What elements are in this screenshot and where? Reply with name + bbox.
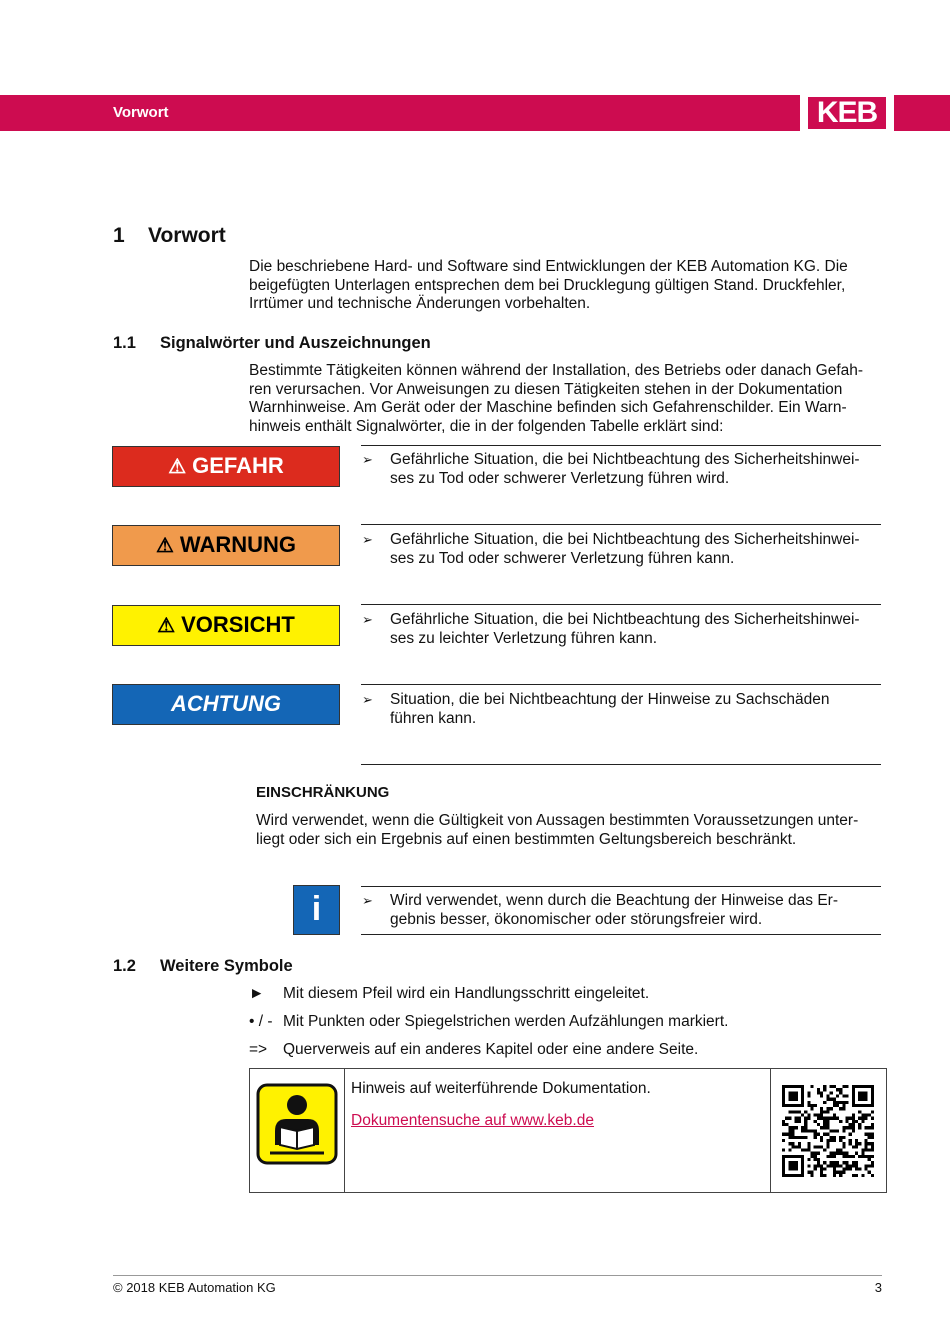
signal-gefahr xyxy=(112,446,340,487)
documentation-hint: Hinweis auf weiterführende Dokumentation. xyxy=(351,1080,651,1097)
header-title: Vorwort xyxy=(113,104,169,121)
play-arrow-icon: ► xyxy=(249,985,265,1002)
qr-code-cell xyxy=(770,1069,886,1192)
restriction-line: Wird verwendet, wenn die Gültigkeit von Aussagen bestimmten Voraussetzungen unter- xyxy=(256,812,859,829)
bullet-dash-icon: • / - xyxy=(249,1013,273,1030)
divider xyxy=(361,934,881,935)
divider xyxy=(361,886,881,887)
signal-warnung xyxy=(112,525,340,566)
page-number: 3 xyxy=(874,1280,882,1295)
section-heading-1-2 xyxy=(113,956,293,976)
divider xyxy=(361,684,881,685)
section-title: Weitere Symbole xyxy=(160,957,293,975)
restriction-text xyxy=(256,812,882,849)
arrow-bullet-icon: ➢ xyxy=(362,692,373,707)
signal-vorsicht xyxy=(112,605,340,646)
intro-line: Die beschriebene Hard- und Software sind Entwicklungen der KEB Automation KG. Die xyxy=(249,258,848,275)
qr-code-icon xyxy=(782,1085,874,1177)
signal-intro-paragraph xyxy=(249,362,881,436)
signal-label: WARNUNG xyxy=(179,532,297,557)
signal-description xyxy=(362,691,882,728)
chapter-title: Vorwort xyxy=(148,224,226,247)
divider xyxy=(361,445,881,446)
warning-triangle-icon: ⚠ xyxy=(157,615,176,637)
arrow-bullet-icon: ➢ xyxy=(362,612,373,627)
description-line: Wird verwendet, wenn durch die Beachtung der Hinweise das Er- xyxy=(390,892,839,909)
keb-logo-text: KEB xyxy=(808,97,886,129)
symbol-description: Mit Punkten oder Spiegelstrichen werden Aufzählungen markiert. xyxy=(283,1013,729,1030)
chapter-number: 1 xyxy=(113,224,125,247)
symbol-description: Querverweis auf ein anderes Kapitel oder eine andere Seite. xyxy=(283,1041,699,1058)
footer-divider xyxy=(113,1275,882,1276)
reading-person-icon xyxy=(256,1083,338,1165)
signal-achtung xyxy=(112,684,340,725)
description-line: Gefährliche Situation, die bei Nichtbeachtung des Sicherheitshinwei- xyxy=(390,531,860,548)
description-line: ses zu Tod oder schwerer Verletzung führen wird. xyxy=(390,469,730,487)
paragraph-line: Bestimmte Tätigkeiten können während der Installation, des Betriebs oder danach Gefah- xyxy=(249,362,864,379)
description-line: gebnis besser, ökonomischer oder störungsfreier wird. xyxy=(390,910,763,928)
restriction-line: liegt oder sich ein Ergebnis auf einen bestimmten Geltungsbereich beschränkt. xyxy=(256,830,797,848)
description-line: ses zu Tod oder schwerer Verletzung führen kann. xyxy=(390,549,735,567)
paragraph-line: ren verursachen. Vor Anweisungen zu diesen Tätigkeiten stehen in der Dokumentation xyxy=(249,380,843,398)
signal-label: VORSICHT xyxy=(181,612,295,637)
documentation-table xyxy=(249,1068,887,1193)
description-line: Gefährliche Situation, die bei Nichtbeachtung des Sicherheitshinwei- xyxy=(390,611,860,628)
symbol-description: Mit diesem Pfeil wird ein Handlungsschritt eingeleitet. xyxy=(283,985,650,1002)
signal-description xyxy=(362,451,882,488)
divider xyxy=(361,764,881,765)
intro-paragraph xyxy=(249,258,881,314)
section-title: Signalwörter und Auszeichnungen xyxy=(160,334,431,352)
section-heading-1-1 xyxy=(113,333,431,353)
warning-triangle-icon: ⚠ xyxy=(168,456,187,478)
section-number: 1.1 xyxy=(113,334,136,352)
info-icon: i xyxy=(293,885,340,935)
footer-copyright: © 2018 KEB Automation KG xyxy=(113,1280,276,1295)
intro-line: Irrtümer und technische Änderungen vorbehalten. xyxy=(249,295,591,312)
cross-reference-arrow-icon: => xyxy=(249,1041,268,1058)
arrow-bullet-icon: ➢ xyxy=(362,452,373,467)
info-description xyxy=(362,892,862,929)
documentation-search-link[interactable]: Dokumentensuche auf www.keb.de xyxy=(351,1112,594,1129)
description-line: ses zu leichter Verletzung führen kann. xyxy=(390,629,658,647)
section-number: 1.2 xyxy=(113,957,136,975)
paragraph-line: hinweis enthält Signalwörter, die in der folgenden Tabelle erklärt sind: xyxy=(249,417,724,435)
signal-description xyxy=(362,531,882,568)
documentation-icon-cell xyxy=(250,1069,345,1192)
divider xyxy=(361,524,881,525)
chapter-heading xyxy=(113,223,226,249)
intro-line: beigefügten Unterlagen entsprechen dem bei Drucklegung gültigen Stand. Druckfehler, xyxy=(249,276,846,294)
divider xyxy=(361,604,881,605)
signal-label: GEFAHR xyxy=(192,453,284,478)
signal-label: ACHTUNG xyxy=(171,691,281,716)
arrow-bullet-icon: ➢ xyxy=(362,893,373,908)
description-line: Situation, die bei Nichtbeachtung der Hinweise zu Sachschäden xyxy=(390,691,830,708)
signal-description xyxy=(362,611,882,648)
paragraph-line: Warnhinweise. Am Gerät oder der Maschine befinden sich Gefahrenschilder. Ein Warn- xyxy=(249,399,847,416)
arrow-bullet-icon: ➢ xyxy=(362,532,373,547)
warning-triangle-icon: ⚠ xyxy=(155,535,174,557)
description-line: Gefährliche Situation, die bei Nichtbeachtung des Sicherheitshinwei- xyxy=(390,451,860,468)
description-line: führen kann. xyxy=(390,709,477,727)
restriction-title: EINSCHRÄNKUNG xyxy=(256,784,390,801)
